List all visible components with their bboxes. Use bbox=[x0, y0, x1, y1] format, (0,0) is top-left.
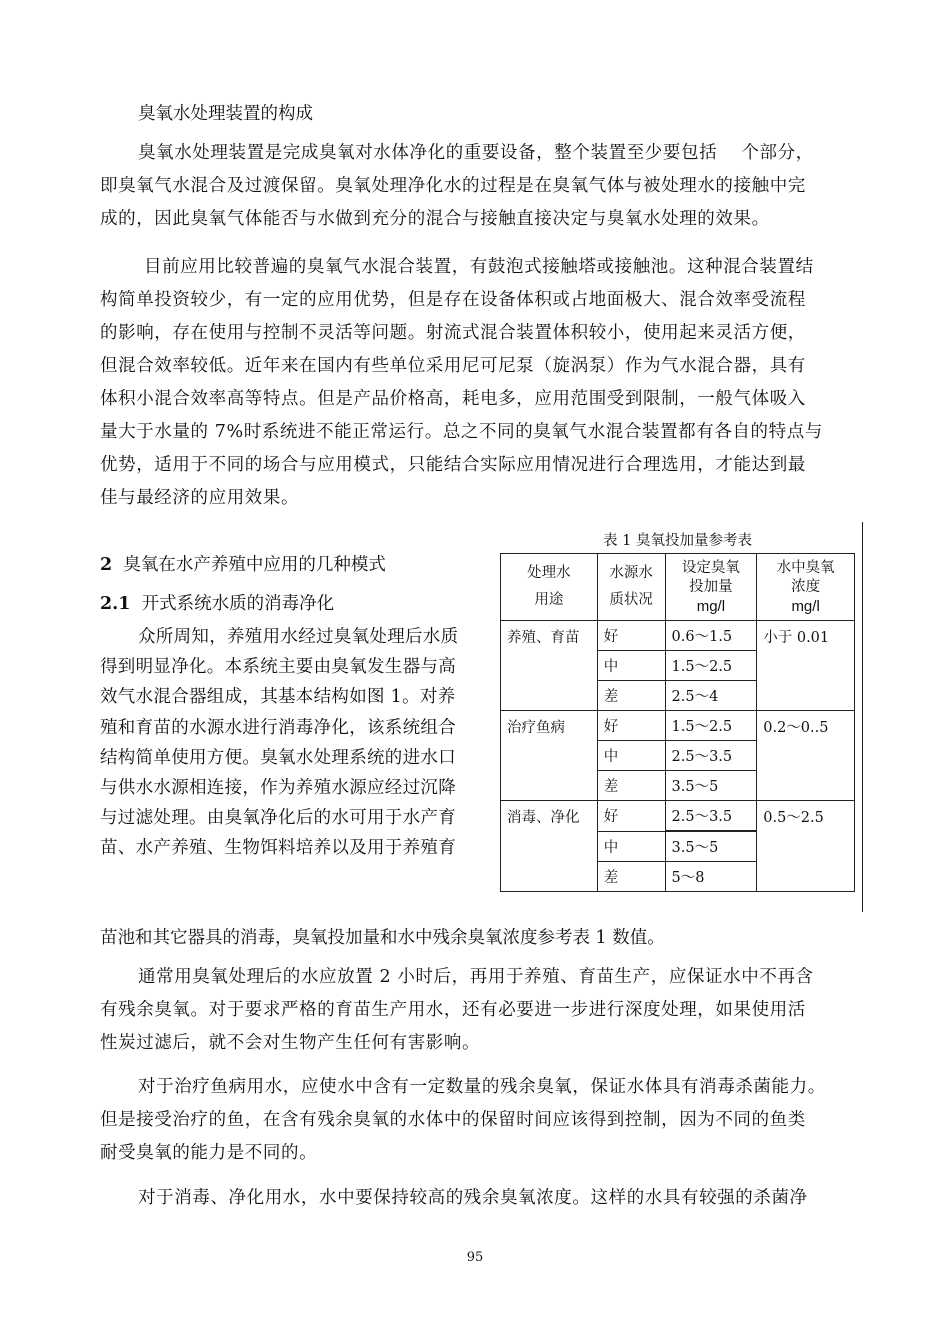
cell-dose: 0.6～1.5 bbox=[665, 621, 757, 651]
cell-quality: 好 bbox=[597, 711, 665, 741]
cell-dose: 5～8 bbox=[665, 862, 757, 892]
cell-dose: 2.5～3.5 bbox=[665, 741, 757, 771]
cell-residual: 0.2～0..5 bbox=[757, 711, 855, 801]
table-row bbox=[501, 621, 855, 651]
text-line: 与供水水源相连接，作为养殖水源应经过沉降 bbox=[100, 777, 456, 798]
text-line: 对于消毒、净化用水，水中要保持较高的残余臭氧浓度。这样的水具有较强的杀菌净 bbox=[138, 1188, 808, 1208]
header-residual: 水中臭氧 浓度 mg/l bbox=[757, 554, 855, 621]
ozone-dosage-table bbox=[500, 553, 855, 892]
text-line: 众所周知，养殖用水经过臭氧处理后水质 bbox=[138, 627, 459, 647]
text-line: 效气水混合器组成，其基本结构如图 1。对养 bbox=[100, 687, 456, 708]
cell-dose: 1.5～2.5 bbox=[665, 651, 757, 681]
section-2-1-heading bbox=[100, 588, 334, 621]
cell-dose: 2.5～3.5 bbox=[665, 801, 757, 832]
cell-use: 治疗鱼病 bbox=[501, 711, 598, 801]
paragraph-1 bbox=[100, 137, 860, 236]
cell-use: 消毒、净化 bbox=[501, 801, 598, 892]
paragraph-4 bbox=[100, 961, 860, 1060]
cell-dose: 1.5～2.5 bbox=[665, 711, 757, 741]
table-header-row bbox=[501, 554, 855, 621]
cell-dose: 3.5～5 bbox=[665, 831, 757, 862]
cell-use: 养殖、育苗 bbox=[501, 621, 598, 711]
header-use: 处理水 用途 bbox=[501, 554, 598, 621]
paragraph-3-wrapped bbox=[100, 622, 485, 864]
intro-heading: 臭氧水处理装置的构成 bbox=[138, 104, 313, 124]
cell-dose: 2.5～4 bbox=[665, 681, 757, 711]
text-line: 目前应用比较普遍的臭氧气水混合装置，有鼓泡式接触塔或接触池。这种混合装置结 bbox=[144, 257, 814, 277]
table-row bbox=[501, 711, 855, 741]
text-line: 的影响，存在使用与控制不灵活等问题。射流式混合装置体积较小，使用起来灵活方便， bbox=[100, 323, 806, 343]
text-line: 量大于水量的 7%时系统进不能正常运行。总之不同的臭氧气水混合装置都有各自的特点与 bbox=[100, 422, 823, 442]
table-caption: 表 1 臭氧投加量参考表 bbox=[603, 533, 752, 549]
text-line: 有残余臭氧。对于要求严格的育苗生产用水，还有必要进一步进行深度处理，如果使用活 bbox=[100, 1000, 806, 1020]
cell-quality: 中 bbox=[597, 651, 665, 681]
text-line: 对于治疗鱼病用水，应使水中含有一定数量的残余臭氧，保证水体具有消毒杀菌能力。 bbox=[138, 1077, 826, 1097]
cell-quality: 好 bbox=[597, 621, 665, 651]
section-number: 2 bbox=[100, 555, 113, 575]
text-line: 体积小混合效率高等特点。但是产品价格高，耗电多，应用范围受到限制，一般气体吸入 bbox=[100, 389, 806, 409]
text-line: 殖和育苗的水源水进行消毒净化，该系统组合 bbox=[100, 717, 456, 738]
section-title: 开式系统水质的消毒净化 bbox=[141, 594, 335, 614]
cell-quality: 中 bbox=[597, 741, 665, 771]
section-title: 臭氧在水产养殖中应用的几种模式 bbox=[123, 555, 386, 575]
paragraph-3-tail: 苗池和其它器具的消毒，臭氧投加量和水中残余臭氧浓度参考表 1 数值。 bbox=[100, 928, 665, 948]
text-line: 得到明显净化。本系统主要由臭氧发生器与高 bbox=[100, 657, 456, 678]
text-line: 构简单投资较少，有一定的应用优势，但是存在设备体积或占地面极大、混合效率受流程 bbox=[100, 290, 806, 310]
table-row bbox=[501, 801, 855, 832]
cell-residual: 小于 0.01 bbox=[757, 621, 855, 711]
paragraph-2 bbox=[100, 251, 860, 515]
text-line: 但是接受治疗的鱼，在含有残余臭氧的水体中的保留时间应该得到控制，因为不同的鱼类 bbox=[100, 1110, 806, 1130]
text-line: 耐受臭氧的能力是不同的。 bbox=[100, 1143, 318, 1163]
text-line: 性炭过滤后，就不会对生物产生任何有害影响。 bbox=[100, 1033, 481, 1053]
header-quality: 水源水 质状况 bbox=[597, 554, 665, 621]
text-line: 但混合效率较低。近年来在国内有些单位采用尼可尼泵（旋涡泵）作为气水混合器，具有 bbox=[100, 356, 806, 376]
cell-residual: 0.5～2.5 bbox=[757, 801, 855, 892]
margin-rule bbox=[862, 522, 863, 912]
paragraph-6 bbox=[100, 1182, 860, 1215]
text-line: 苗、水产养殖、生物饵料培养以及用于养殖育 bbox=[100, 838, 456, 859]
cell-dose: 3.5～5 bbox=[665, 771, 757, 801]
cell-quality: 差 bbox=[597, 771, 665, 801]
cell-quality: 中 bbox=[597, 831, 665, 862]
text-line: 与过滤处理。由臭氧净化后的水可用于水产育 bbox=[100, 808, 456, 829]
text-line: 臭氧水处理装置是完成臭氧对水体净化的重要设备，整个装置至少要包括 个部分， bbox=[138, 143, 814, 163]
text-line: 佳与最经济的应用效果。 bbox=[100, 488, 300, 508]
cell-quality: 差 bbox=[597, 862, 665, 892]
section-2-heading bbox=[100, 549, 386, 582]
text-line: 优势，适用于不同的场合与应用模式，只能结合实际应用情况进行合理选用，才能达到最 bbox=[100, 455, 806, 475]
section-number: 2.1 bbox=[100, 594, 131, 614]
cell-quality: 好 bbox=[597, 801, 665, 832]
page-number: 95 bbox=[466, 1250, 484, 1265]
paragraph-5 bbox=[100, 1071, 860, 1170]
cell-quality: 差 bbox=[597, 681, 665, 711]
header-dose: 设定臭氧 投加量 mg/l bbox=[665, 554, 757, 621]
text-line: 通常用臭氧处理后的水应放置 2 小时后，再用于养殖、育苗生产，应保证水中不再含 bbox=[138, 967, 814, 987]
text-line: 即臭氧气水混合及过渡保留。臭氧处理净化水的过程是在臭氧气体与被处理水的接触中完 bbox=[100, 176, 806, 196]
text-line: 结构简单使用方便。臭氧水处理系统的进水口 bbox=[100, 747, 456, 768]
text-line: 成的，因此臭氧气体能否与水做到充分的混合与接触直接决定与臭氧水处理的效果。 bbox=[100, 209, 770, 229]
